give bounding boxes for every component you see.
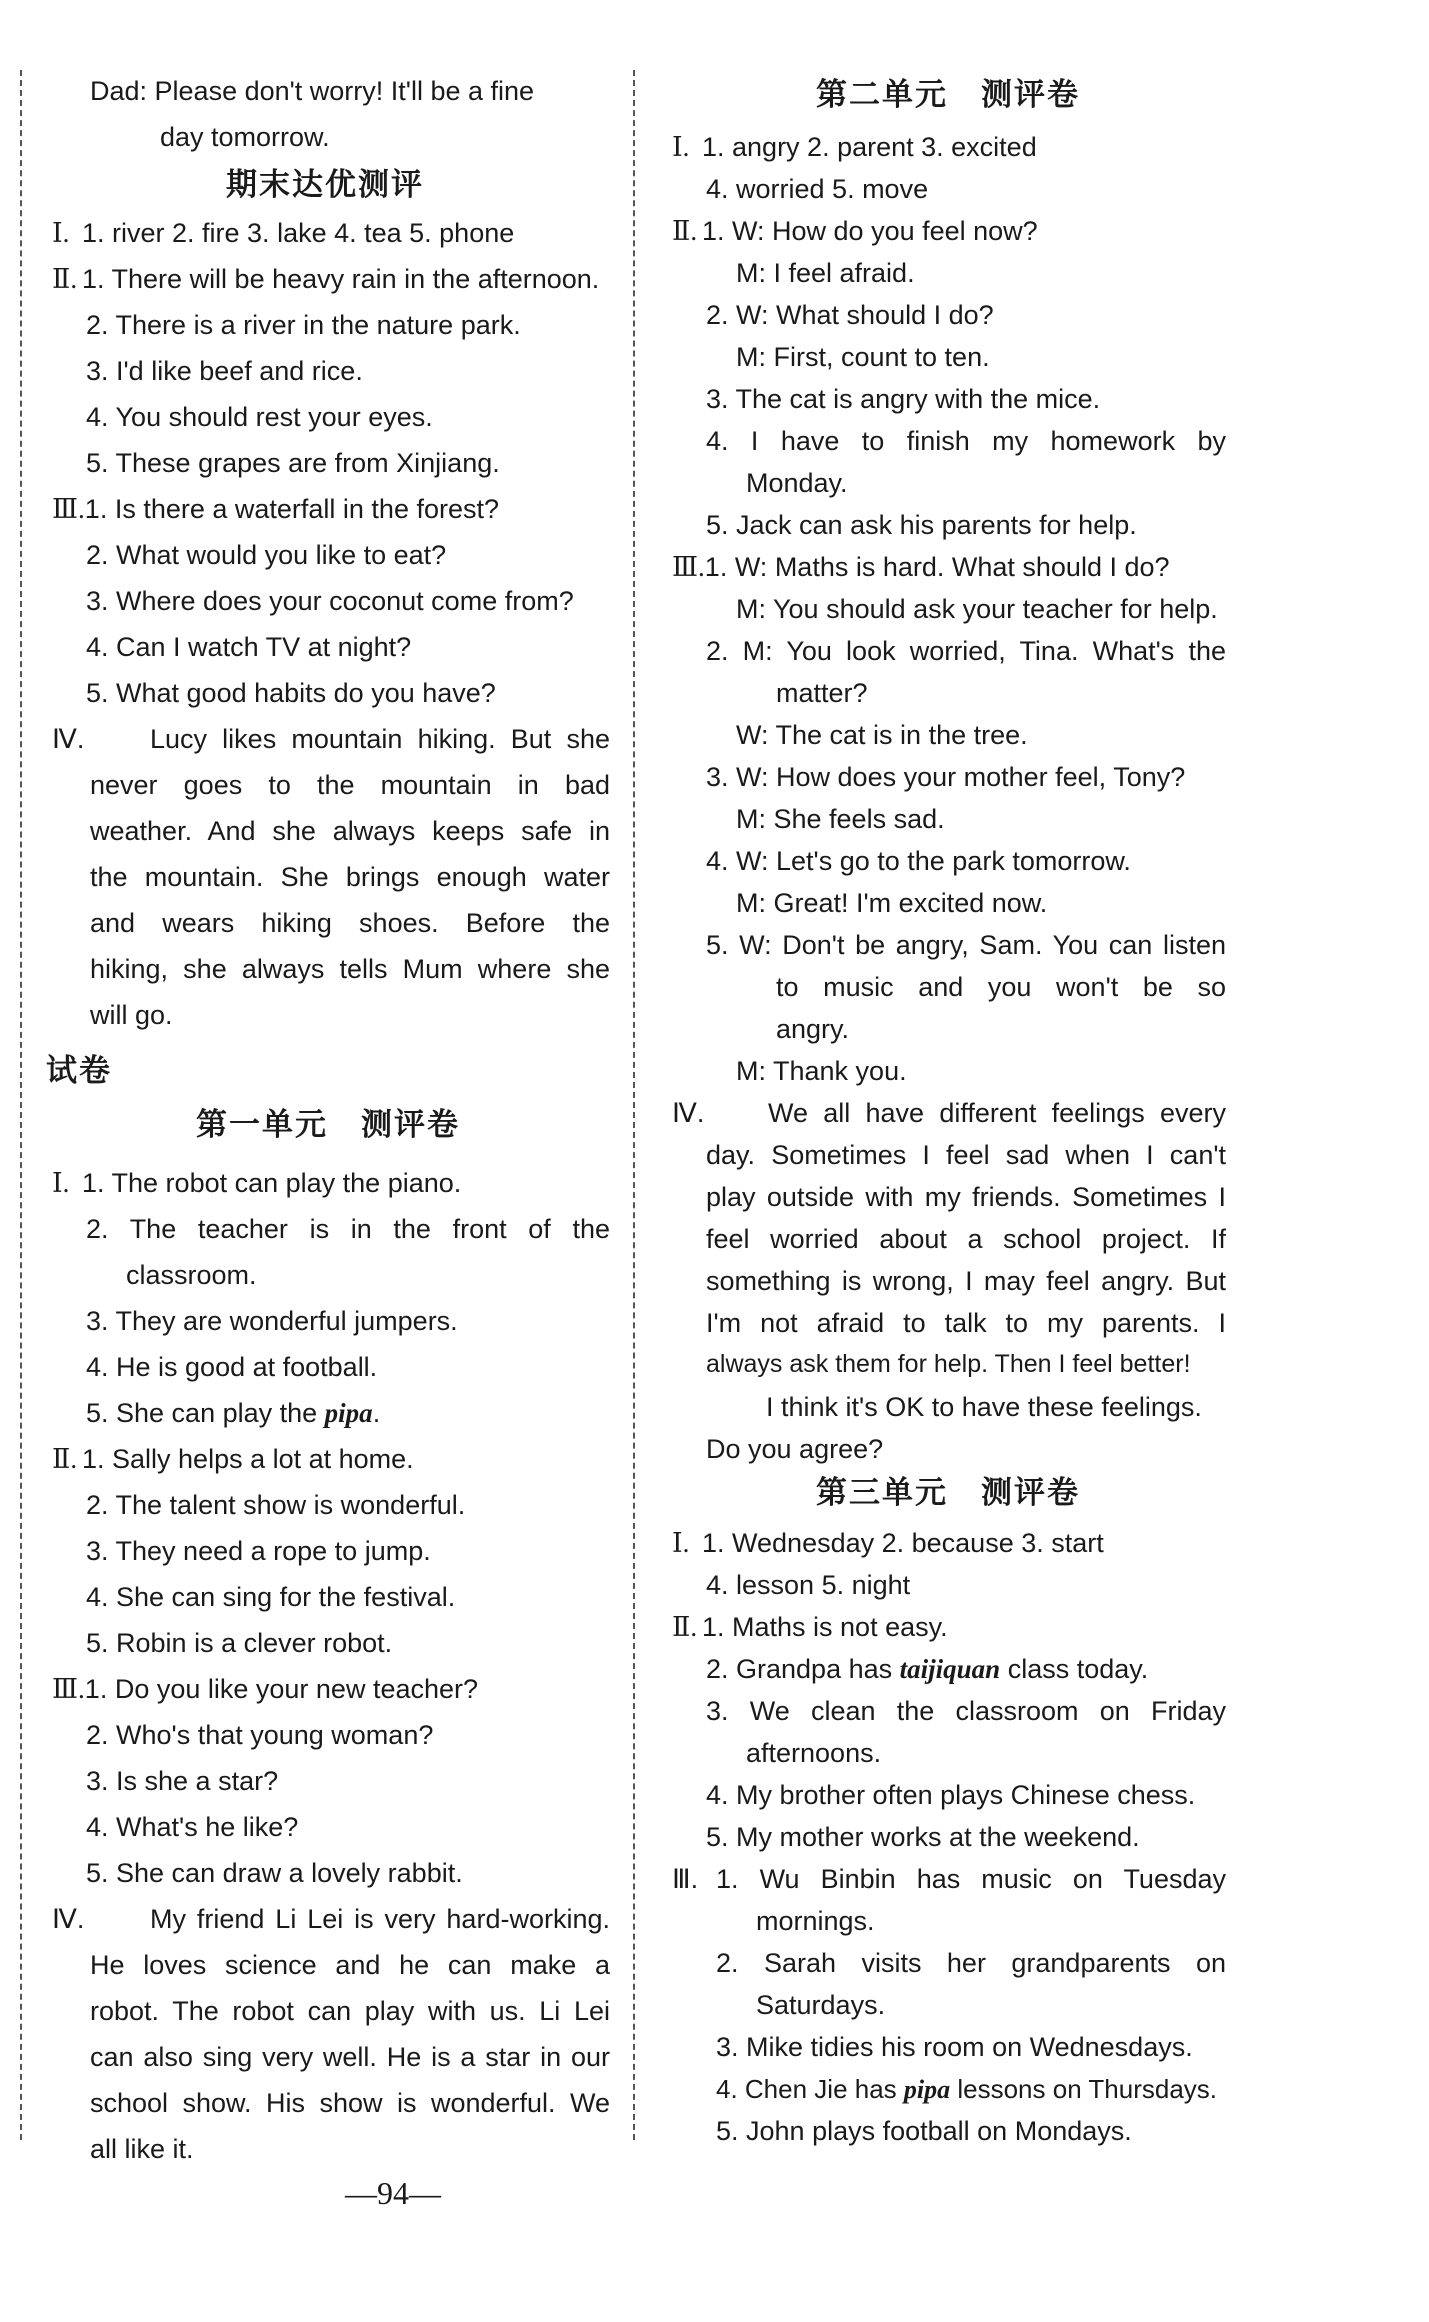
answer-line [706, 1656, 1148, 1683]
passage-line: school show. His show is wonderful. We [90, 2088, 610, 2118]
answer-line: 5. She can draw a lovely rabbit. [86, 1858, 463, 1888]
passage-line: all like it. [90, 2134, 194, 2164]
passage-line: He loves science and he can make a [90, 1950, 610, 1980]
page-number: —94— [345, 2175, 441, 2211]
passage-line: never goes to the mountain in bad [90, 770, 610, 800]
answer-text: 4. Chen Jie has [716, 2074, 904, 2104]
unit2-title: 第二单元 测评卷 [816, 77, 1080, 113]
roman-numeral: Ⅰ. [672, 1528, 690, 1558]
answer-line: mornings. [756, 1906, 875, 1936]
italic-term: taijiquan [899, 1654, 1001, 1684]
roman-numeral: Ⅰ. [52, 218, 70, 248]
answer-line: Saturdays. [756, 1990, 886, 2020]
passage-line: I'm not afraid to talk to my parents. I [706, 1308, 1226, 1338]
passage-line: I think it's OK to have these feelings. [766, 1392, 1202, 1422]
answer-line [672, 134, 1037, 161]
answer-line: 4. worried 5. move [706, 174, 929, 204]
passage-line: always ask them for help. Then I feel better! [706, 1350, 1191, 1378]
passage-line: day. Sometimes I feel sad when I can't [706, 1140, 1226, 1170]
answer-line: classroom. [126, 1260, 257, 1290]
answer-line: 5. Robin is a clever robot. [86, 1628, 393, 1658]
answer-text: 1. river 2. fire 3. lake 4. tea 5. phone [82, 218, 515, 248]
answer-line: 2. The talent show is wonderful. [86, 1490, 466, 1520]
answer-line: 3. The cat is angry with the mice. [706, 384, 1101, 414]
dialog-line: M: Thank you. [736, 1056, 907, 1086]
roman-numeral: Ⅱ. [52, 264, 78, 294]
roman-numeral: Ⅲ. [52, 1674, 85, 1704]
answer-line [52, 220, 514, 247]
answer-text: . [372, 1398, 381, 1428]
answer-line: 2. The teacher is in the front of the [86, 1214, 610, 1244]
answer-line: 3. They are wonderful jumpers. [86, 1306, 458, 1336]
dialog-line: M: First, count to ten. [736, 342, 990, 372]
passage-line: feel worried about a school project. If [706, 1224, 1226, 1254]
passage-line: something is wrong, I may feel angry. But [706, 1266, 1226, 1296]
dialog-line: 3. W: How does your mother feel, Tony? [706, 762, 1186, 792]
answer-text: 5. She can play the [86, 1398, 325, 1428]
passage-line: robot. The robot can play with us. Li Lei [90, 1996, 610, 2026]
answer-line: 3. They need a rope to jump. [86, 1536, 431, 1566]
dialog-line: 2. M: You look worried, Tina. What's the [706, 636, 1226, 666]
passage-line: weather. And she always keeps safe in [90, 816, 610, 846]
answer-text: 1. angry 2. parent 3. excited [702, 132, 1037, 162]
dialog-line: matter? [776, 678, 868, 708]
dialog-line: day tomorrow. [160, 122, 330, 152]
roman-numeral: Ⅲ. [672, 1864, 699, 1894]
answer-text: 1. Maths is not easy. [702, 1612, 948, 1642]
answer-line: Monday. [746, 468, 848, 498]
answer-line: 5. Jack can ask his parents for help. [706, 510, 1137, 540]
answer-line: 3. I'd like beef and rice. [86, 356, 363, 386]
answer-line: 4. My brother often plays Chinese chess. [706, 1780, 1196, 1810]
dialog-line: Dad: Please don't worry! It'll be a fine [90, 76, 535, 106]
dialog-line: M: She feels sad. [736, 804, 945, 834]
answer-line: 2. Sarah visits her grandparents on [716, 1948, 1226, 1978]
answer-line: 4. He is good at football. [86, 1352, 378, 1382]
answer-line: 1. Wu Binbin has music on Tuesday [716, 1864, 1226, 1894]
passage-line: My friend Li Lei is very hard-working. [150, 1904, 610, 1934]
answer-line [672, 1614, 948, 1641]
answer-line: 5. John plays football on Mondays. [716, 2116, 1132, 2146]
answer-line: 2. Who's that young woman? [86, 1720, 434, 1750]
roman-numeral: Ⅳ. [672, 1098, 705, 1128]
answer-text: class today. [1000, 1654, 1149, 1684]
answer-line [52, 266, 599, 293]
answer-text: 1. W: Maths is hard. What should I do? [704, 552, 1170, 582]
roman-numeral: Ⅱ. [672, 1612, 698, 1642]
italic-term: pipa [903, 2075, 951, 2104]
answer-text: 1. The robot can play the piano. [82, 1168, 462, 1198]
answer-text: 2. Grandpa has [706, 1654, 900, 1684]
dialog-line: W: The cat is in the tree. [736, 720, 1028, 750]
passage-line: Lucy likes mountain hiking. But she [150, 724, 610, 754]
roman-numeral: Ⅳ. [52, 1904, 85, 1934]
answer-text: 1. Do you like your new teacher? [84, 1674, 479, 1704]
answer-line [672, 1530, 1104, 1557]
answer-line: 2. There is a river in the nature park. [86, 310, 521, 340]
unit1-title: 第一单元 测评卷 [196, 1107, 460, 1143]
answer-line: 5. My mother works at the weekend. [706, 1822, 1140, 1852]
answer-line [716, 2076, 1217, 2103]
answer-text: 1. W: How do you feel now? [702, 216, 1038, 246]
final-test-title: 期末达优测评 [226, 167, 424, 203]
passage-line: We all have different feelings every [768, 1098, 1226, 1128]
answer-line: 4. I have to finish my homework by [706, 426, 1226, 456]
answer-line: 4. She can sing for the festival. [86, 1582, 456, 1612]
answer-text: lessons on Thursdays. [950, 2074, 1218, 2104]
roman-numeral: Ⅱ. [672, 216, 698, 246]
column-divider [633, 70, 635, 2140]
answer-line: 4. You should rest your eyes. [86, 402, 433, 432]
roman-numeral: Ⅲ. [52, 494, 85, 524]
dialog-line: to music and you won't be so [776, 972, 1226, 1002]
answer-line [672, 554, 1170, 581]
unit3-title: 第三单元 测评卷 [816, 1475, 1080, 1511]
dialog-line: 4. W: Let's go to the park tomorrow. [706, 846, 1131, 876]
answer-line: 4. lesson 5. night [706, 1570, 911, 1600]
passage-line: hiking, she always tells Mum where she [90, 954, 610, 984]
answer-line [52, 1676, 478, 1703]
answer-line: 2. W: What should I do? [706, 300, 994, 330]
italic-term: pipa [324, 1398, 373, 1428]
answer-line [52, 1446, 414, 1473]
answer-line: 3. Where does your coconut come from? [86, 586, 574, 616]
passage-line: can also sing very well. He is a star in our [90, 2042, 610, 2072]
answer-line [672, 218, 1038, 245]
answer-line: 3. We clean the classroom on Friday [706, 1696, 1226, 1726]
answer-line [52, 1170, 461, 1197]
dialog-line: 5. W: Don't be angry, Sam. You can listen [706, 930, 1226, 960]
answer-line: 2. What would you like to eat? [86, 540, 447, 570]
answer-line: afternoons. [746, 1738, 882, 1768]
passage-line: Do you agree? [706, 1434, 884, 1464]
section-label: 试卷 [46, 1053, 112, 1089]
answer-line: 5. What good habits do you have? [86, 678, 496, 708]
answer-line [86, 1400, 380, 1427]
answer-text: 1. Wednesday 2. because 3. start [702, 1528, 1104, 1558]
left-margin-line [20, 70, 22, 2140]
answer-text: 1. Is there a waterfall in the forest? [84, 494, 500, 524]
answer-line: 3. Is she a star? [86, 1766, 279, 1796]
dialog-line: M: Great! I'm excited now. [736, 888, 1048, 918]
answer-text: 1. Sally helps a lot at home. [82, 1444, 414, 1474]
roman-numeral: Ⅳ. [52, 724, 85, 754]
dialog-line: M: You should ask your teacher for help. [736, 594, 1218, 624]
answer-line: 4. What's he like? [86, 1812, 299, 1842]
roman-numeral: Ⅲ. [672, 552, 705, 582]
dialog-line: angry. [776, 1014, 850, 1044]
passage-line: will go. [90, 1000, 173, 1030]
dialog-line: M: I feel afraid. [736, 258, 915, 288]
answer-line: 3. Mike tidies his room on Wednesdays. [716, 2032, 1193, 2062]
passage-line: the mountain. She brings enough water [90, 862, 610, 892]
roman-numeral: Ⅱ. [52, 1444, 78, 1474]
answer-line: 4. Can I watch TV at night? [86, 632, 412, 662]
answer-text: 1. There will be heavy rain in the afternoon. [82, 264, 600, 294]
answer-line: 5. These grapes are from Xinjiang. [86, 448, 500, 478]
roman-numeral: Ⅰ. [52, 1168, 70, 1198]
passage-line: play outside with my friends. Sometimes I [706, 1182, 1226, 1212]
passage-line: and wears hiking shoes. Before the [90, 908, 610, 938]
roman-numeral: Ⅰ. [672, 132, 690, 162]
answer-line [52, 496, 499, 523]
